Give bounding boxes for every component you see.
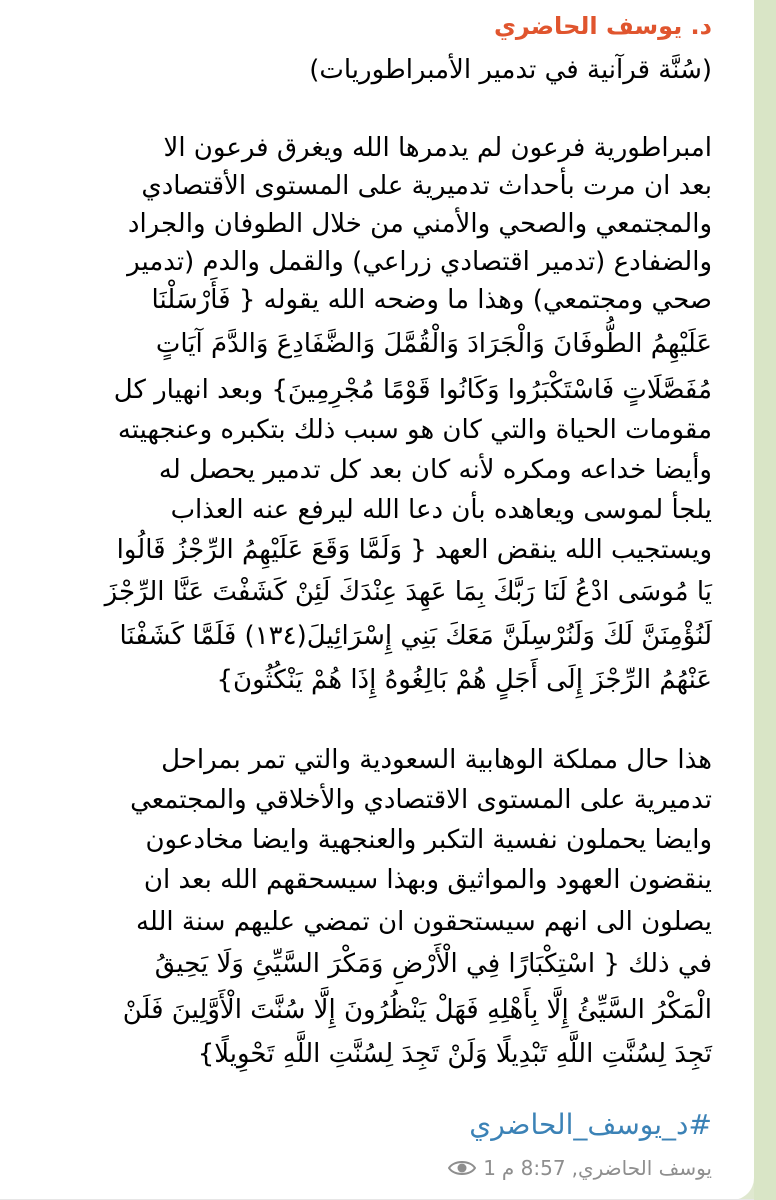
message-line: وايضا يحملون نفسية التكبر والعنجهية وايضا مخادعون [145,825,712,855]
message-line: ويستجيب الله ينقض العهد { وَلَمَّا وَقَعَ عَلَيْهِمُ الرِّجْزُ قَالُوا [116,535,712,565]
footer-time: 8:57 م [501,1156,566,1180]
message-line: هذا حال مملكة الوهابية السعودية والتي تمر بمراحل [161,745,712,775]
message-line: تدميرية على المستوى الاقتصادي والأخلاقي والمجتمعي [130,785,712,815]
sender-name[interactable]: د. يوسف الحاضري [493,12,712,40]
message-line: مُفَصَّلَاتٍ فَاسْتَكْبَرُوا وَكَانُوا قَوْمًا مُجْرِمِينَ} وبعد انهيار كل [113,375,712,405]
message-line: (سُنَّة قرآنية في تدمير الأمبراطوريات) [309,55,712,85]
message-line: الْمَكْرُ السَّيِّئُ إِلَّا بِأَهْلِهِ فَهَلْ يَنْظُرُونَ إِلَّا سُنَّتَ الْأَوَّلِينَ فَلَنْ [122,995,712,1025]
chat-background-strip [754,0,776,1200]
message-line: والضفادع (تدمير اقتصادي زراعي) والقمل والدم (تدمير [127,247,712,277]
message-line: صحي ومجتمعي) وهذا ما وضحه الله يقوله { فَأَرْسَلْنَا [151,285,712,315]
hashtag-link[interactable]: #د_يوسف_الحاضري [469,1108,712,1141]
message-line: عَنْهُمُ الرِّجْزَ إِلَى أَجَلٍ هُمْ بَالِغُوهُ إِذَا هُمْ يَنْكُثُونَ} [216,665,712,695]
message-line: تَجِدَ لِسُنَّتِ اللَّهِ تَبْدِيلًا وَلَنْ تَجِدَ لِسُنَّتِ اللَّهِ تَحْوِيلًا} [197,1039,712,1069]
views-count: 1 [483,1156,496,1180]
message-line: يَا مُوسَى ادْعُ لَنَا رَبَّكَ بِمَا عَهِدَ عِنْدَكَ لَئِنْ كَشَفْتَ عَنَّا الرِّجْزَ [104,577,712,607]
message-line: والمجتمعي والصحي والأمني من خلال الطوفان والجراد [127,209,712,239]
message-line: عَلَيْهِمُ الطُّوفَانَ وَالْجَرَادَ وَالْقُمَّلَ وَالضَّفَادِعَ وَالدَّمَ آيَاتٍ [155,329,712,359]
message-footer [447,1153,712,1183]
eye-icon [447,1157,477,1179]
message-line: بعد ان مرت بأحداث تدميرية على المستوى الأقتصادي [141,171,712,201]
message-line: يلجأ لموسى ويعاهده بأن دعا الله ليرفع عنه العذاب [170,495,712,525]
message-line: ينقضون العهود والمواثيق وبهذا سيسحقهم الله بعد ان [143,865,712,895]
message-line: مقومات الحياة والتي كان هو سبب ذلك بتكبره وعنجهيته [117,415,712,445]
message-line: يصلون الى انهم سيستحقون ان تمضي عليهم سنة الله [135,907,712,937]
footer-author: يوسف الحاضري, [571,1156,712,1180]
message-line: امبراطورية فرعون لم يدمرها الله ويغرق فرعون الا [163,133,712,163]
message-line: وأيضا خداعه ومكره لأنه كان بعد كل تدمير يحصل له [158,455,712,485]
message-line: لَنُؤْمِنَنَّ لَكَ وَلَنُرْسِلَنَّ مَعَكَ بَنِي إِسْرَائِيلَ(١٣٤) فَلَمَّا كَشَفْنَا [119,621,712,651]
message-line: في ذلك { اسْتِكْبَارًا فِي الْأَرْضِ وَمَكْرَ السَّيِّئِ وَلَا يَحِيقُ [154,949,712,979]
